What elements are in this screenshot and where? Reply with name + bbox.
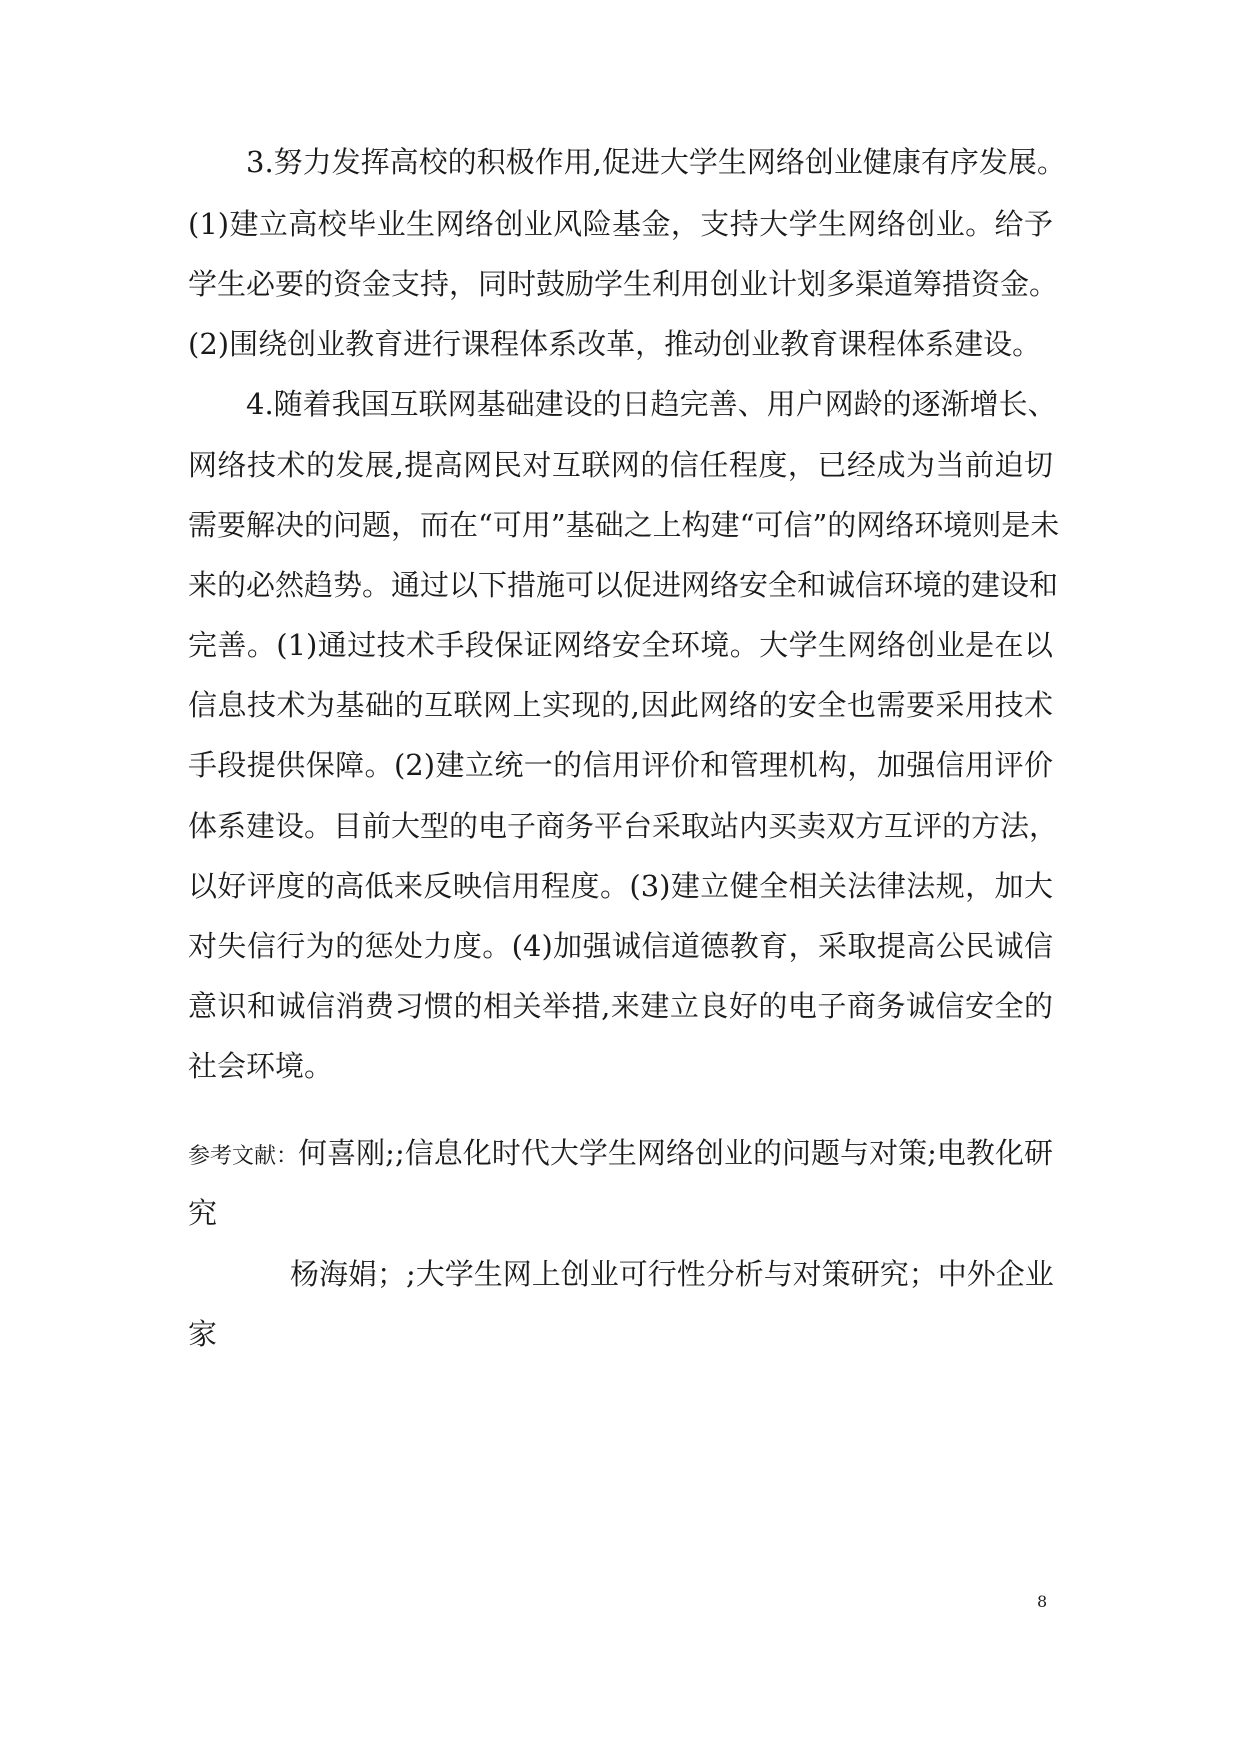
page-number: 8 (1037, 1592, 1048, 1611)
reference-2-line-2: 家 (188, 1317, 218, 1351)
paragraph-4-line-9: 以好评度的高低来反映信用程度。(3)建立健全相关法律法规，加大 (188, 869, 1053, 903)
paragraph-4-line-11: 意识和诚信消费习惯的相关举措,来建立良好的电子商务诚信安全的 (188, 989, 1053, 1023)
paragraph-4-line-1: 4.随着我国互联网基础建设的日趋完善、用户网龄的逐渐增长、 (246, 387, 1057, 421)
paragraph-4-line-6: 信息技术为基础的互联网上实现的,因此网络的安全也需要采用技术 (188, 688, 1053, 722)
paragraph-4-line-2: 网络技术的发展,提高网民对互联网的信任程度，已经成为当前迫切 (188, 448, 1053, 482)
reference-2-line-1: 杨海娟；;大学生网上创业可行性分析与对策研究；中外企业 (290, 1257, 1054, 1291)
reference-1-line-1 (188, 1133, 1053, 1173)
paragraph-4-line-7: 手段提供保障。(2)建立统一的信用评价和管理机构，加强信用评价 (188, 748, 1053, 782)
paragraph-4-line-5: 完善。(1)通过技术手段保证网络安全环境。大学生网络创业是在以 (188, 628, 1053, 662)
paragraph-4-line-4: 来的必然趋势。通过以下措施可以促进网络安全和诚信环境的建设和 (188, 568, 1059, 602)
references-label: 参考文献： (188, 1144, 299, 1169)
reference-1-line-2: 究 (188, 1196, 218, 1230)
paragraph-4-line-12: 社会环境。 (188, 1049, 334, 1083)
paragraph-3-line-1: 3.努力发挥高校的积极作用,促进大学生网络创业健康有序发展。 (246, 145, 1066, 179)
paragraph-4-line-10: 对失信行为的惩处力度。(4)加强诚信道德教育，采取提高公民诚信 (188, 929, 1053, 963)
paragraph-3-line-3: 学生必要的资金支持，同时鼓励学生利用创业计划多渠道筹措资金。 (188, 267, 1059, 301)
paragraph-3-line-4: (2)围绕创业教育进行课程体系改革，推动创业教育课程体系建设。 (188, 327, 1042, 361)
reference-1-text: 何喜刚;;信息化时代大学生网络创业的问题与对策;电教化研 (298, 1136, 1053, 1170)
paragraph-3-line-2: (1)建立高校毕业生网络创业风险基金，支持大学生网络创业。给予 (188, 207, 1053, 241)
paragraph-4-line-3: 需要解决的问题，而在“可用”基础之上构建“可信”的网络环境则是未 (188, 508, 1060, 542)
paragraph-4-line-8: 体系建设。目前大型的电子商务平台采取站内买卖双方互评的方法， (188, 809, 1059, 843)
